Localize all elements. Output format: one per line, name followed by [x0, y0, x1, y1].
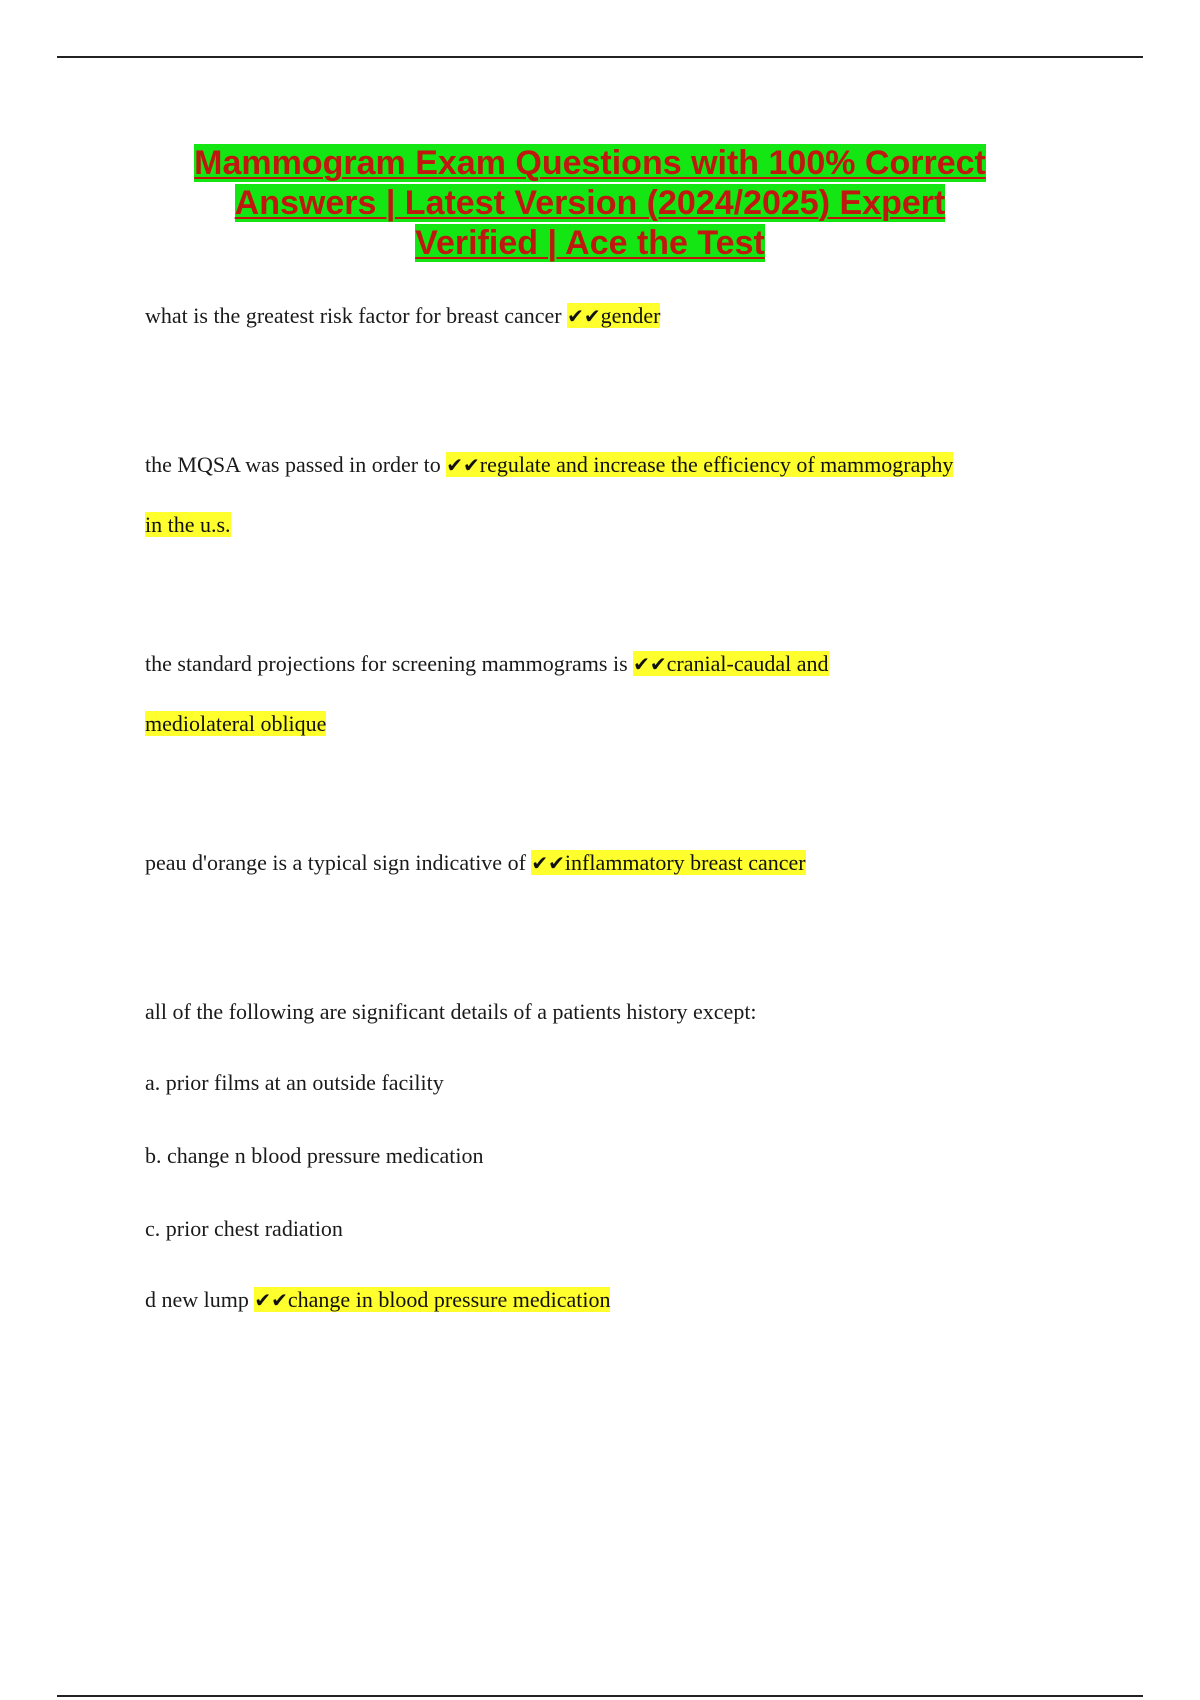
option-c-text: c. prior chest radiation: [145, 1216, 343, 1241]
question-4-text: peau d'orange is a typical sign indicative of: [145, 850, 526, 875]
check-icon: ✔✔: [633, 652, 667, 676]
question-5-text: all of the following are significant details of a patients history except:: [145, 999, 757, 1024]
bottom-rule: [57, 1695, 1143, 1697]
answer-4: [531, 850, 805, 875]
question-2: [145, 451, 953, 479]
option-a: [145, 1069, 444, 1097]
question-3-continuation: [145, 710, 326, 738]
option-a-text: a. prior films at an outside facility: [145, 1070, 444, 1095]
option-d-text: d new lump: [145, 1287, 249, 1312]
answer-2-text-line-2: in the u.s.: [145, 512, 231, 537]
question-1-text: what is the greatest risk factor for breast cancer: [145, 303, 562, 328]
top-rule: [57, 56, 1143, 58]
question-4: [145, 849, 806, 877]
question-2-continuation: [145, 511, 231, 539]
answer-3-text-line-2: mediolateral oblique: [145, 711, 327, 736]
question-5: [145, 998, 757, 1026]
option-b: [145, 1142, 483, 1170]
title-line-3: Verified | Ace the Test: [415, 224, 765, 262]
check-icon: ✔✔: [446, 453, 480, 477]
answer-5: [254, 1287, 610, 1312]
question-2-text: the MQSA was passed in order to: [145, 452, 441, 477]
question-1: [145, 302, 660, 330]
answer-1: [567, 303, 660, 328]
answer-4-text: inflammatory breast cancer: [564, 850, 806, 875]
answer-2: [446, 452, 953, 477]
check-icon: ✔✔: [567, 304, 601, 328]
answer-3: [633, 651, 828, 676]
option-b-text: b. change n blood pressure medication: [145, 1143, 484, 1168]
title-line-2: Answers | Latest Version (2024/2025) Expert: [234, 184, 946, 222]
answer-1-text: gender: [600, 303, 661, 328]
check-icon: ✔✔: [531, 851, 565, 875]
option-c: [145, 1215, 343, 1243]
check-icon: ✔✔: [254, 1288, 288, 1312]
question-3-text: the standard projections for screening mammograms is: [145, 651, 628, 676]
document-title: [110, 143, 1070, 263]
answer-3-text-line-1: cranial-caudal and: [666, 651, 829, 676]
option-d: [145, 1286, 610, 1314]
answer-2-text-line-1: regulate and increase the efficiency of mammography: [479, 452, 954, 477]
title-line-1: Mammogram Exam Questions with 100% Correct: [194, 144, 986, 182]
answer-5-text: change in blood pressure medication: [287, 1287, 611, 1312]
question-3: [145, 650, 829, 678]
